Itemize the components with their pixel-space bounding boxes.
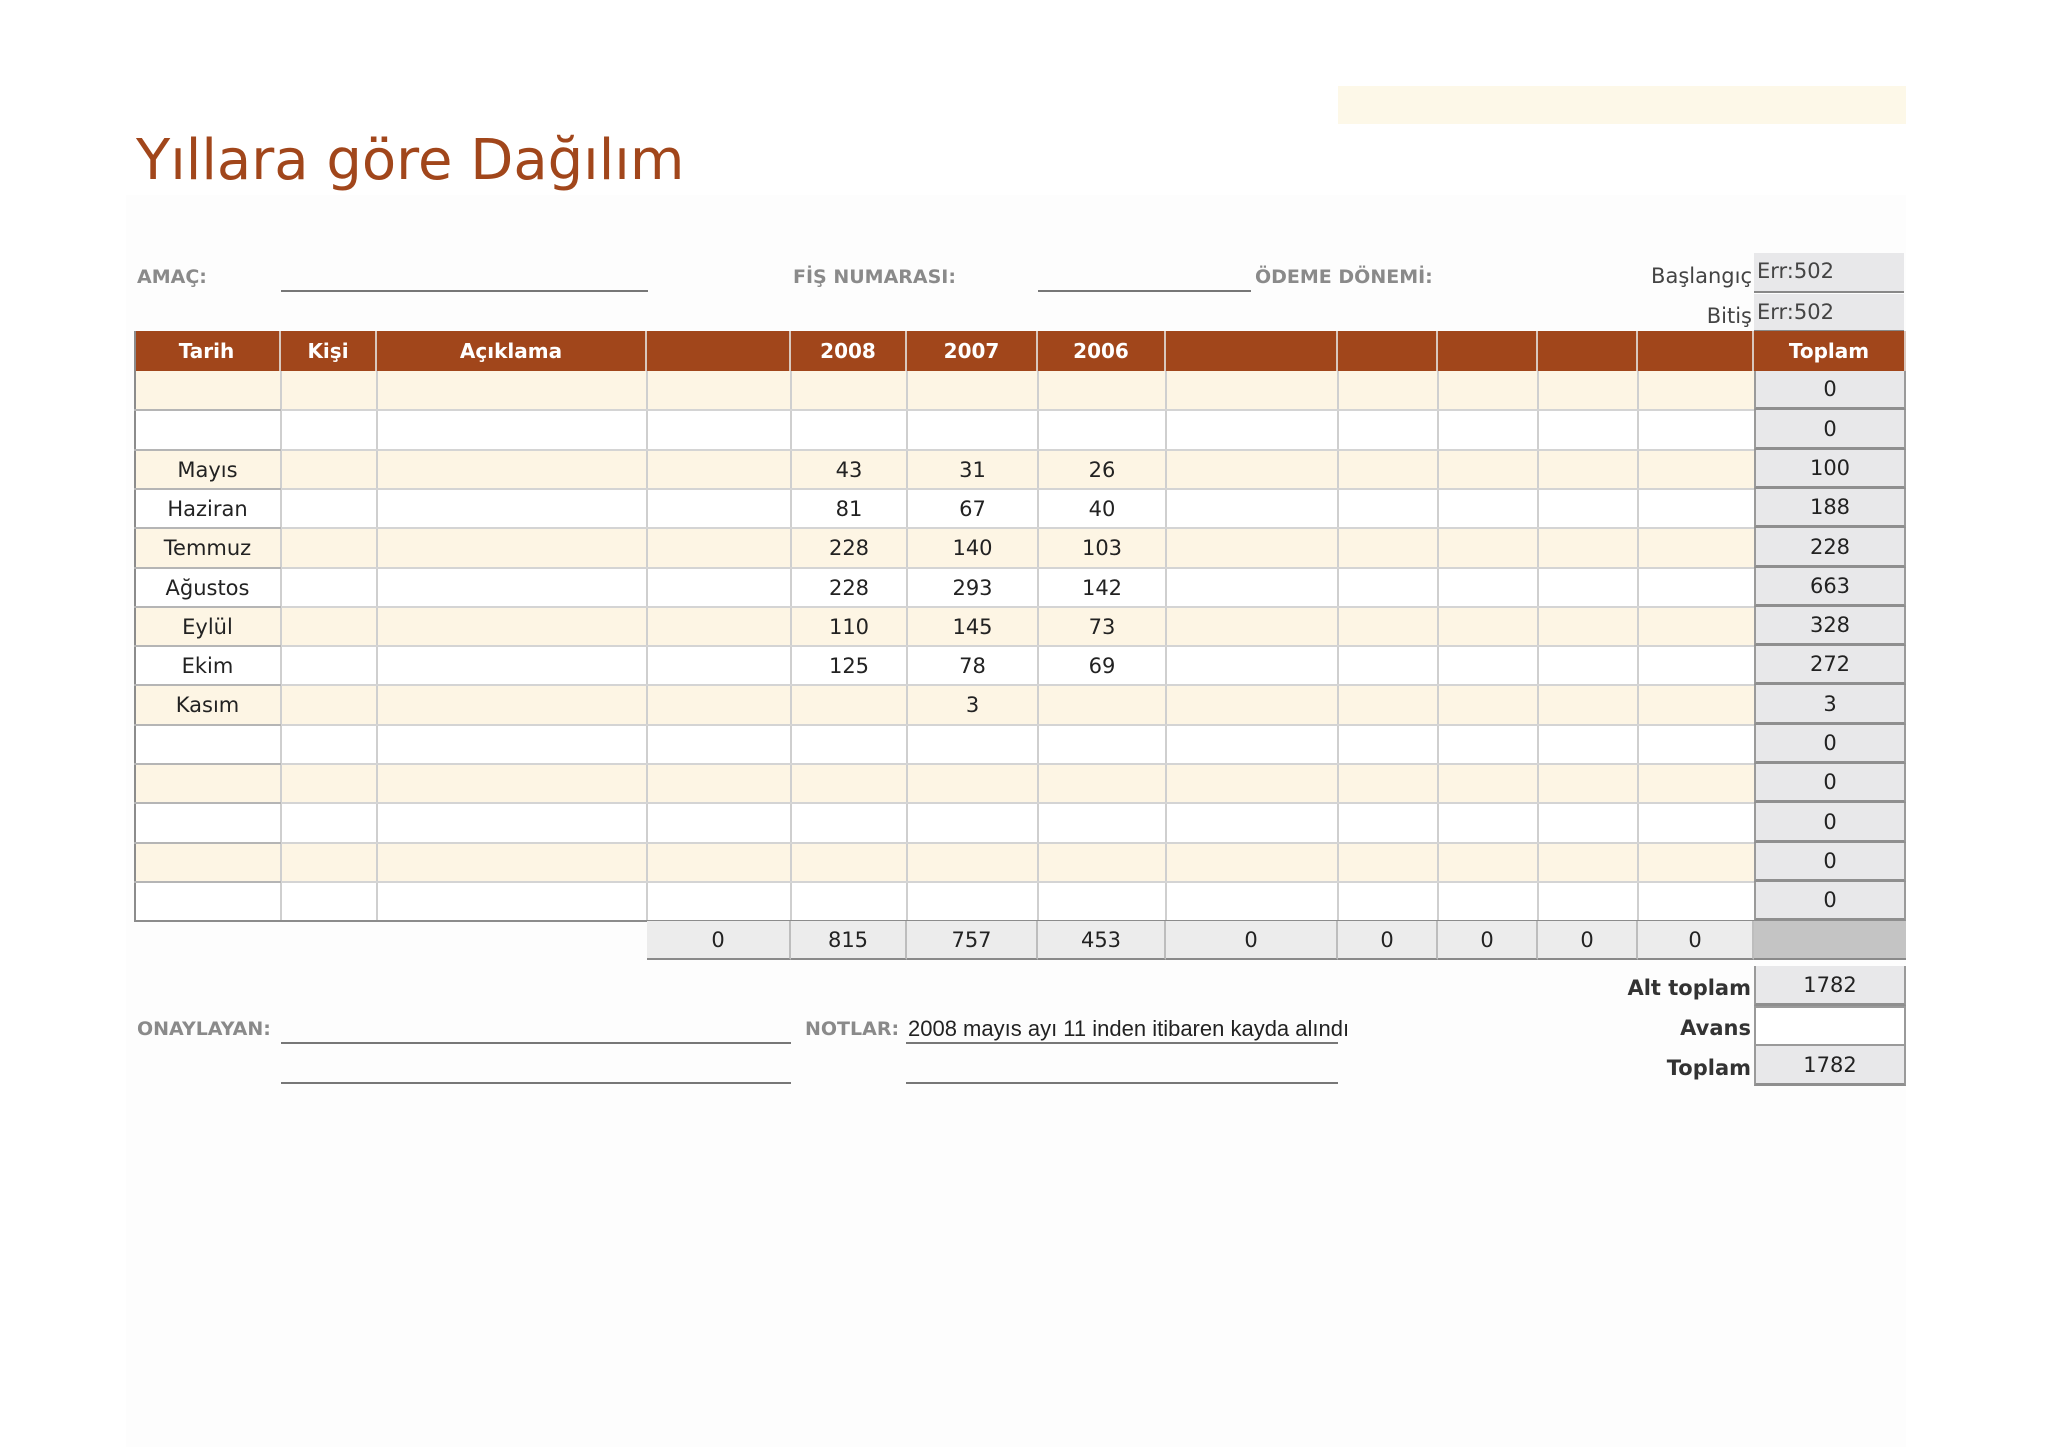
cell-y2008[interactable]: 81	[791, 489, 907, 528]
table-cell[interactable]	[1338, 843, 1438, 882]
table-cell[interactable]	[1538, 646, 1638, 685]
row-separator	[134, 724, 281, 726]
row-total: 0	[1754, 803, 1906, 843]
column-sum: 0	[1538, 921, 1638, 960]
table-cell[interactable]	[1338, 410, 1438, 450]
cell-y2008[interactable]	[791, 685, 907, 725]
table-cell[interactable]	[647, 764, 791, 803]
cell-y2006[interactable]	[1038, 371, 1166, 410]
cell-y2006[interactable]: 142	[1038, 568, 1166, 607]
table-cell[interactable]	[1438, 371, 1538, 410]
cell-y2006[interactable]	[1038, 764, 1166, 803]
column-header-5: 2007	[907, 331, 1038, 371]
table-cell[interactable]	[1438, 764, 1538, 803]
column-header-10	[1538, 331, 1638, 371]
table-cell[interactable]	[281, 568, 377, 607]
row-separator	[134, 567, 1754, 569]
table-cell[interactable]	[1338, 646, 1438, 685]
table-cell[interactable]	[281, 528, 377, 568]
table-cell[interactable]	[1438, 685, 1538, 725]
column-header-2: Açıklama	[377, 331, 647, 371]
column-sum: 0	[647, 921, 791, 960]
row-total: 0	[1754, 843, 1906, 882]
cell-y2007[interactable]: 145	[907, 607, 1038, 646]
cell-y2007[interactable]: 31	[907, 450, 1038, 489]
table-cell[interactable]	[1438, 646, 1538, 685]
table-cell[interactable]	[1338, 371, 1438, 410]
table-cell[interactable]	[281, 607, 377, 646]
cell-y2007[interactable]	[907, 803, 1038, 843]
row-separator	[134, 842, 1754, 844]
table-cell[interactable]	[1538, 528, 1638, 568]
table-cell[interactable]	[281, 646, 377, 685]
row-separator	[134, 763, 281, 765]
cell-y2007[interactable]	[907, 764, 1038, 803]
cell-y2008[interactable]	[791, 882, 907, 921]
row-total: 0	[1754, 725, 1906, 764]
row-separator	[134, 684, 1754, 686]
cell-y2007[interactable]: 67	[907, 489, 1038, 528]
row-separator	[134, 881, 281, 883]
cell-tarih[interactable]: Mayıs	[134, 450, 281, 489]
cell-y2006[interactable]: 69	[1038, 646, 1166, 685]
table-cell[interactable]	[281, 803, 377, 843]
cell-y2006[interactable]	[1038, 843, 1166, 882]
row-separator	[134, 724, 1754, 726]
cell-tarih[interactable]	[134, 764, 281, 803]
row-separator	[134, 409, 281, 411]
cell-y2007[interactable]: 293	[907, 568, 1038, 607]
table-cell[interactable]	[1638, 607, 1754, 646]
column-header-4: 2008	[791, 331, 907, 371]
notlar-field[interactable]	[906, 1042, 1338, 1044]
table-cell[interactable]	[1166, 803, 1338, 843]
cell-tarih[interactable]: Kasım	[134, 685, 281, 725]
table-cell[interactable]	[1638, 685, 1754, 725]
onaylayan-field[interactable]	[281, 1042, 791, 1044]
table-cell[interactable]	[1166, 685, 1338, 725]
row-total: 0	[1754, 371, 1906, 410]
table-cell[interactable]	[1338, 450, 1438, 489]
table-cell[interactable]	[377, 568, 647, 607]
cell-y2008[interactable]	[791, 764, 907, 803]
notlar-label: NOTLAR:	[805, 1018, 900, 1040]
table-cell[interactable]	[281, 725, 377, 764]
page-title: Yıllara göre Dağılım	[136, 128, 685, 193]
table-cell[interactable]	[1338, 489, 1438, 528]
alt-toplam-label: Alt toplam	[1627, 976, 1751, 1000]
avans-value[interactable]	[1754, 1006, 1906, 1046]
cell-tarih[interactable]	[134, 410, 281, 450]
table-cell[interactable]	[1638, 568, 1754, 607]
cell-y2008[interactable]	[791, 803, 907, 843]
cell-y2006[interactable]	[1038, 725, 1166, 764]
row-separator	[134, 684, 281, 686]
table-cell[interactable]	[1166, 843, 1338, 882]
table-cell[interactable]	[647, 685, 791, 725]
row-total: 100	[1754, 450, 1906, 489]
cell-y2008[interactable]	[791, 371, 907, 410]
table-cell[interactable]	[1166, 764, 1338, 803]
table-cell[interactable]	[1338, 882, 1438, 921]
cell-y2008[interactable]: 125	[791, 646, 907, 685]
table-cell[interactable]	[1438, 450, 1538, 489]
fis-label: FİŞ NUMARASI:	[793, 266, 956, 288]
cell-tarih[interactable]: Eylül	[134, 607, 281, 646]
fis-field[interactable]	[1038, 290, 1251, 292]
table-cell[interactable]	[1166, 882, 1338, 921]
table-cell[interactable]	[1538, 450, 1638, 489]
row-separator	[134, 645, 281, 647]
table-cell[interactable]	[1638, 725, 1754, 764]
column-header-6: 2006	[1038, 331, 1166, 371]
avans-label: Avans	[1680, 1016, 1751, 1040]
row-separator	[134, 567, 281, 569]
table-cell[interactable]	[377, 371, 647, 410]
table-cell[interactable]	[1166, 528, 1338, 568]
column-sum: 0	[1338, 921, 1438, 960]
notlar-text[interactable]: 2008 mayıs ayı 11 inden itibaren kayda alındı	[908, 1016, 1350, 1041]
sum-blank-cell	[1754, 921, 1906, 960]
table-cell[interactable]	[1638, 489, 1754, 528]
row-total: 0	[1754, 410, 1906, 450]
column-header-8	[1338, 331, 1438, 371]
column-header-3	[647, 331, 791, 371]
table-cell[interactable]	[1538, 568, 1638, 607]
table-cell[interactable]	[1538, 607, 1638, 646]
notlar-field-2[interactable]	[906, 1082, 1338, 1084]
cell-y2006[interactable]: 73	[1038, 607, 1166, 646]
table-cell[interactable]	[1638, 528, 1754, 568]
table-cell[interactable]	[281, 489, 377, 528]
table-cell[interactable]	[1338, 568, 1438, 607]
row-separator	[134, 488, 281, 490]
row-separator	[134, 802, 1754, 804]
column-header-0: Tarih	[134, 331, 281, 371]
cell-tarih[interactable]: Ekim	[134, 646, 281, 685]
column-header-12: Toplam	[1754, 331, 1906, 371]
table-left-border	[134, 331, 136, 921]
column-sum: 453	[1038, 921, 1166, 960]
table-cell[interactable]	[1166, 607, 1338, 646]
table-cell[interactable]	[1638, 882, 1754, 921]
table-cell[interactable]	[377, 803, 647, 843]
alt-toplam-value: 1782	[1754, 966, 1906, 1006]
column-sum: 757	[907, 921, 1038, 960]
table-cell[interactable]	[1438, 607, 1538, 646]
table-cell[interactable]	[1638, 764, 1754, 803]
cell-y2007[interactable]	[907, 843, 1038, 882]
table-cell[interactable]	[1166, 450, 1338, 489]
row-total: 0	[1754, 764, 1906, 803]
table-cell[interactable]	[1438, 410, 1538, 450]
column-header-1: Kişi	[281, 331, 377, 371]
table-cell[interactable]	[647, 882, 791, 921]
table-cell[interactable]	[377, 410, 647, 450]
table-cell[interactable]	[1338, 607, 1438, 646]
table-cell[interactable]	[377, 489, 647, 528]
table-cell[interactable]	[1338, 803, 1438, 843]
table-cell[interactable]	[377, 450, 647, 489]
row-separator	[134, 488, 1754, 490]
cell-y2007[interactable]: 78	[907, 646, 1038, 685]
table-cell[interactable]	[377, 764, 647, 803]
table-cell[interactable]	[1166, 568, 1338, 607]
onaylayan-field-2[interactable]	[281, 1082, 791, 1084]
cell-tarih[interactable]	[134, 882, 281, 921]
odeme-label: ÖDEME DÖNEMİ:	[1255, 266, 1433, 288]
toplam-label: Toplam	[1666, 1056, 1751, 1080]
row-separator	[134, 527, 1754, 529]
cell-y2008[interactable]: 43	[791, 450, 907, 489]
table-cell[interactable]	[281, 882, 377, 921]
row-separator	[134, 802, 281, 804]
table-cell[interactable]	[1538, 489, 1638, 528]
table-cell[interactable]	[1638, 843, 1754, 882]
row-total: 3	[1754, 685, 1906, 725]
onaylayan-label: ONAYLAYAN:	[137, 1018, 271, 1040]
table-cell[interactable]	[1638, 646, 1754, 685]
cell-y2007[interactable]: 3	[907, 685, 1038, 725]
table-cell[interactable]	[1338, 764, 1438, 803]
table-cell[interactable]	[377, 843, 647, 882]
amac-label: AMAÇ:	[137, 266, 207, 288]
table-cell[interactable]	[377, 646, 647, 685]
table-cell[interactable]	[647, 371, 791, 410]
table-cell[interactable]	[377, 725, 647, 764]
table-cell[interactable]	[281, 843, 377, 882]
cell-tarih[interactable]: Haziran	[134, 489, 281, 528]
table-cell[interactable]	[1438, 882, 1538, 921]
cell-y2006[interactable]	[1038, 803, 1166, 843]
row-total: 188	[1754, 489, 1906, 528]
bitis-value[interactable]: Err:502	[1754, 294, 1904, 332]
table-cell[interactable]	[1166, 725, 1338, 764]
row-separator	[134, 842, 281, 844]
table-cell[interactable]	[1538, 685, 1638, 725]
row-separator	[134, 449, 281, 451]
cell-y2006[interactable]	[1038, 410, 1166, 450]
row-total: 328	[1754, 607, 1906, 646]
row-separator	[134, 449, 1754, 451]
cell-y2008[interactable]: 228	[791, 568, 907, 607]
table-cell[interactable]	[1338, 685, 1438, 725]
row-separator	[134, 763, 1754, 765]
column-sum: 0	[1438, 921, 1538, 960]
table-cell[interactable]	[647, 410, 791, 450]
table-cell[interactable]	[647, 843, 791, 882]
cell-y2008[interactable]	[791, 410, 907, 450]
column-sum: 815	[791, 921, 907, 960]
cell-y2008[interactable]: 228	[791, 528, 907, 568]
table-cell[interactable]	[1638, 371, 1754, 410]
table-cell[interactable]	[1538, 764, 1638, 803]
table-cell[interactable]	[281, 371, 377, 410]
table-cell[interactable]	[1638, 450, 1754, 489]
row-separator	[134, 881, 1754, 883]
column-sum: 0	[1166, 921, 1338, 960]
cell-y2007[interactable]	[907, 725, 1038, 764]
row-separator	[134, 606, 281, 608]
table-cell[interactable]	[1338, 528, 1438, 568]
table-cell[interactable]	[647, 450, 791, 489]
row-total: 272	[1754, 646, 1906, 685]
table-cell[interactable]	[647, 528, 791, 568]
cell-tarih[interactable]: Ağustos	[134, 568, 281, 607]
table-cell[interactable]	[377, 882, 647, 921]
row-separator	[134, 606, 1754, 608]
table-cell[interactable]	[647, 489, 791, 528]
cell-y2006[interactable]	[1038, 685, 1166, 725]
table-cell[interactable]	[1538, 371, 1638, 410]
table-cell[interactable]	[1438, 528, 1538, 568]
table-cell[interactable]	[1166, 410, 1338, 450]
table-cell[interactable]	[1538, 803, 1638, 843]
row-separator	[134, 527, 281, 529]
row-separator	[134, 409, 1754, 411]
row-separator	[134, 645, 1754, 647]
cell-tarih[interactable]	[134, 371, 281, 410]
table-cell[interactable]	[1438, 725, 1538, 764]
table-cell[interactable]	[1538, 410, 1638, 450]
cell-y2006[interactable]: 103	[1038, 528, 1166, 568]
cell-y2008[interactable]	[791, 725, 907, 764]
table-cell[interactable]	[647, 803, 791, 843]
amac-field[interactable]	[281, 290, 648, 292]
table-cell[interactable]	[1538, 882, 1638, 921]
table-cell[interactable]	[281, 410, 377, 450]
table-cell[interactable]	[281, 685, 377, 725]
table-cell[interactable]	[1438, 568, 1538, 607]
cell-y2007[interactable]	[907, 882, 1038, 921]
table-cell[interactable]	[377, 607, 647, 646]
table-cell[interactable]	[1638, 410, 1754, 450]
baslangic-label: Başlangıç	[1651, 264, 1752, 288]
table-cell[interactable]	[1166, 489, 1338, 528]
baslangic-value[interactable]: Err:502	[1754, 253, 1904, 293]
table-cell[interactable]	[647, 725, 791, 764]
cell-tarih[interactable]	[134, 843, 281, 882]
table-cell[interactable]	[377, 528, 647, 568]
table-cell[interactable]	[647, 568, 791, 607]
column-header-9	[1438, 331, 1538, 371]
row-total: 228	[1754, 528, 1906, 568]
cell-tarih[interactable]: Temmuz	[134, 528, 281, 568]
cell-tarih[interactable]	[134, 725, 281, 764]
cell-y2007[interactable]	[907, 371, 1038, 410]
cell-y2008[interactable]: 110	[791, 607, 907, 646]
cell-y2007[interactable]: 140	[907, 528, 1038, 568]
cell-y2006[interactable]: 40	[1038, 489, 1166, 528]
table-cell[interactable]	[1638, 803, 1754, 843]
table-cell[interactable]	[281, 450, 377, 489]
row-total: 663	[1754, 568, 1906, 607]
cell-y2008[interactable]	[791, 843, 907, 882]
bitis-label: Bitiş	[1706, 304, 1752, 328]
table-cell[interactable]	[1438, 803, 1538, 843]
table-cell[interactable]	[1166, 371, 1338, 410]
table-cell[interactable]	[647, 646, 791, 685]
header-band	[1338, 86, 1906, 124]
table-cell[interactable]	[1538, 843, 1638, 882]
table-cell[interactable]	[377, 685, 647, 725]
cell-y2006[interactable]: 26	[1038, 450, 1166, 489]
cell-tarih[interactable]	[134, 803, 281, 843]
table-cell[interactable]	[647, 607, 791, 646]
table-cell[interactable]	[1338, 725, 1438, 764]
toplam-value: 1782	[1754, 1046, 1906, 1086]
table-cell[interactable]	[1538, 725, 1638, 764]
table-cell[interactable]	[1166, 646, 1338, 685]
table-cell[interactable]	[1438, 489, 1538, 528]
row-total: 0	[1754, 882, 1906, 921]
table-cell[interactable]	[281, 764, 377, 803]
column-sum: 0	[1638, 921, 1754, 960]
table-cell[interactable]	[1438, 843, 1538, 882]
cell-y2006[interactable]	[1038, 882, 1166, 921]
column-header-7	[1166, 331, 1338, 371]
cell-y2007[interactable]	[907, 410, 1038, 450]
column-header-11	[1638, 331, 1754, 371]
